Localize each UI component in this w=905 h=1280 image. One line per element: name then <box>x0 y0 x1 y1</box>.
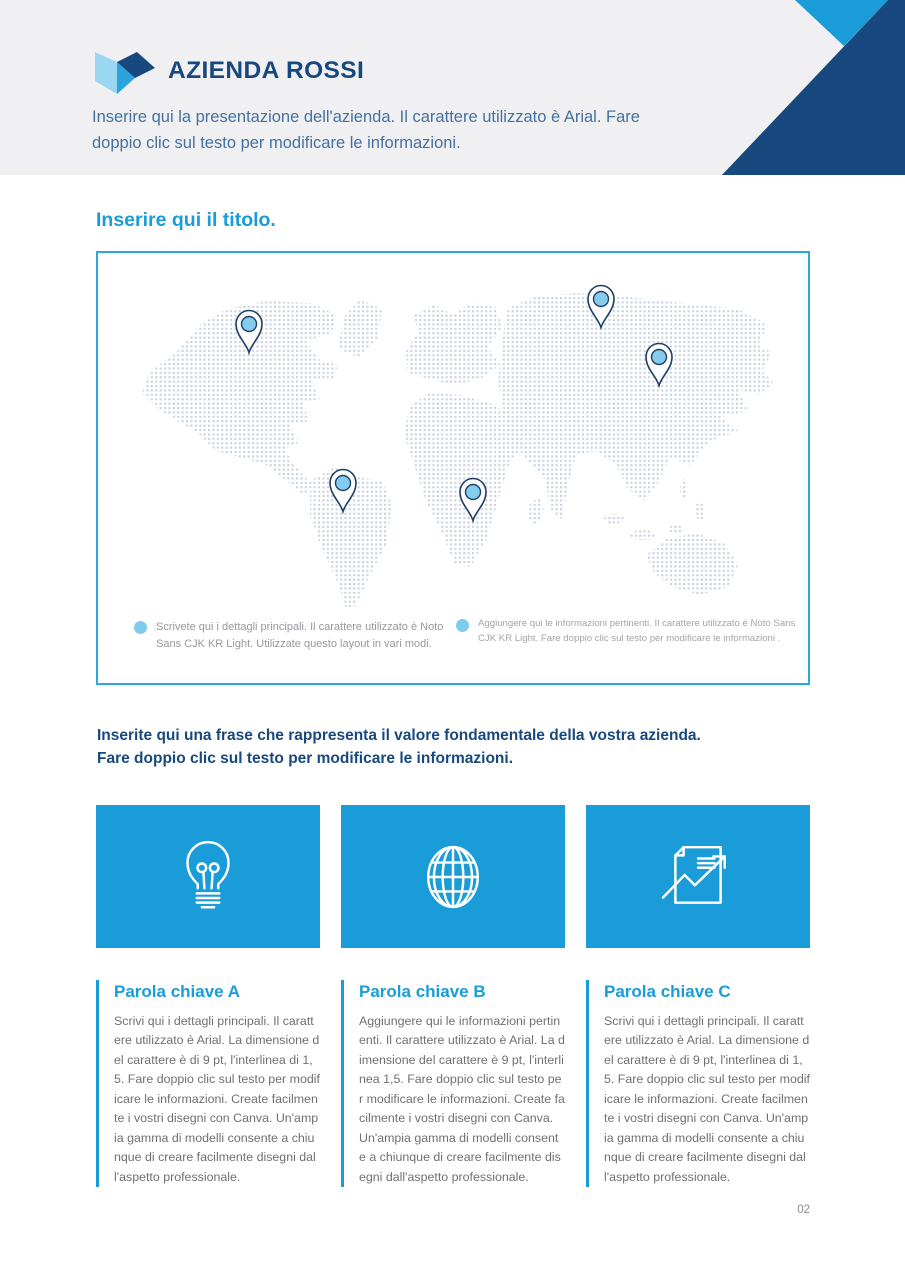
feature-section-a <box>96 980 320 1187</box>
company-intro-text: Inserire qui la presentazione dell'azienda. Il carattere utilizzato è Arial. Fare doppio clic sul testo per modificare le informazioni. <box>92 108 640 152</box>
feature-body: Scrivi qui i dettagli principali. Il carattere utilizzato è Arial. La dimensione del carattere è di 9 pt, l'interlinea di 1,5. Fare doppio clic sul testo per modificare le informazioni. Create facilmente i vostri disegni con Canva. Un'ampia gamma di modelli consente a chiunque di creare facilmente disegni dall'aspetto professionale. <box>114 1014 320 1184</box>
feature-title: Parola chiave B <box>359 982 486 1001</box>
feature-section-b <box>341 980 565 1187</box>
globe-icon <box>425 844 481 910</box>
map-caption-right <box>456 617 798 647</box>
feature-box-a <box>96 805 320 948</box>
map-caption-left <box>134 619 444 652</box>
feature-section-c <box>586 980 810 1187</box>
company-logo-icon <box>92 50 158 96</box>
bullet-dot-icon <box>134 621 147 634</box>
company-name: AZIENDA ROSSI <box>168 57 365 84</box>
header <box>0 0 905 175</box>
feature-body: Aggiungere qui le informazioni pertinenti. Il carattere utilizzato è Arial. La dimensione del carattere è 9 pt, l'interlinea 1,5. Fare doppio clic sul testo per modificare le informazioni. Create facilmente i vostri disegni con Canva. Un'ampia gamma di modelli consente a chiunque di creare facilmente disegni dall'aspetto professionale. <box>359 1014 565 1184</box>
map-caption-text: Aggiungere qui le informazioni pertinenti. Il carattere utilizzato è Noto Sans CJK KR Light. Fare doppio clic sul testo per modificare le informazioni . <box>478 618 796 644</box>
section-title: Inserire qui il titolo. <box>96 209 276 231</box>
feature-title: Parola chiave C <box>604 982 731 1001</box>
feature-body: Scrivi qui i dettagli principali. Il carattere utilizzato è Arial. La dimensione del carattere è di 9 pt, l'interlinea di 1,5. Fare doppio clic sul testo per modificare le informazioni. Create facilmente i vostri disegni con Canva. Un'ampia gamma di modelli consente a chiunque di creare facilmente disegni dall'aspetto professionale. <box>604 1014 810 1184</box>
feature-box-b <box>341 805 565 948</box>
value-statement-line1: Inserite qui una frase che rappresenta il valore fondamentale della vostra azienda. <box>97 727 701 744</box>
feature-title: Parola chiave A <box>114 982 240 1001</box>
continents <box>142 293 774 609</box>
feature-box-c <box>586 805 810 948</box>
value-statement <box>97 724 813 771</box>
growth-report-icon <box>661 843 735 911</box>
lightbulb-icon <box>179 837 237 917</box>
map-caption-text: Scrivete qui i dettagli principali. Il carattere utilizzato è Noto Sans CJK KR Light. Utilizzate questo layout in vari modi. <box>156 621 444 650</box>
value-statement-line2: Fare doppio clic sul testo per modificare le informazioni. <box>97 750 513 768</box>
page-number: 02 <box>797 1204 810 1216</box>
world-map-panel <box>96 251 810 685</box>
bullet-dot-icon <box>456 619 469 632</box>
